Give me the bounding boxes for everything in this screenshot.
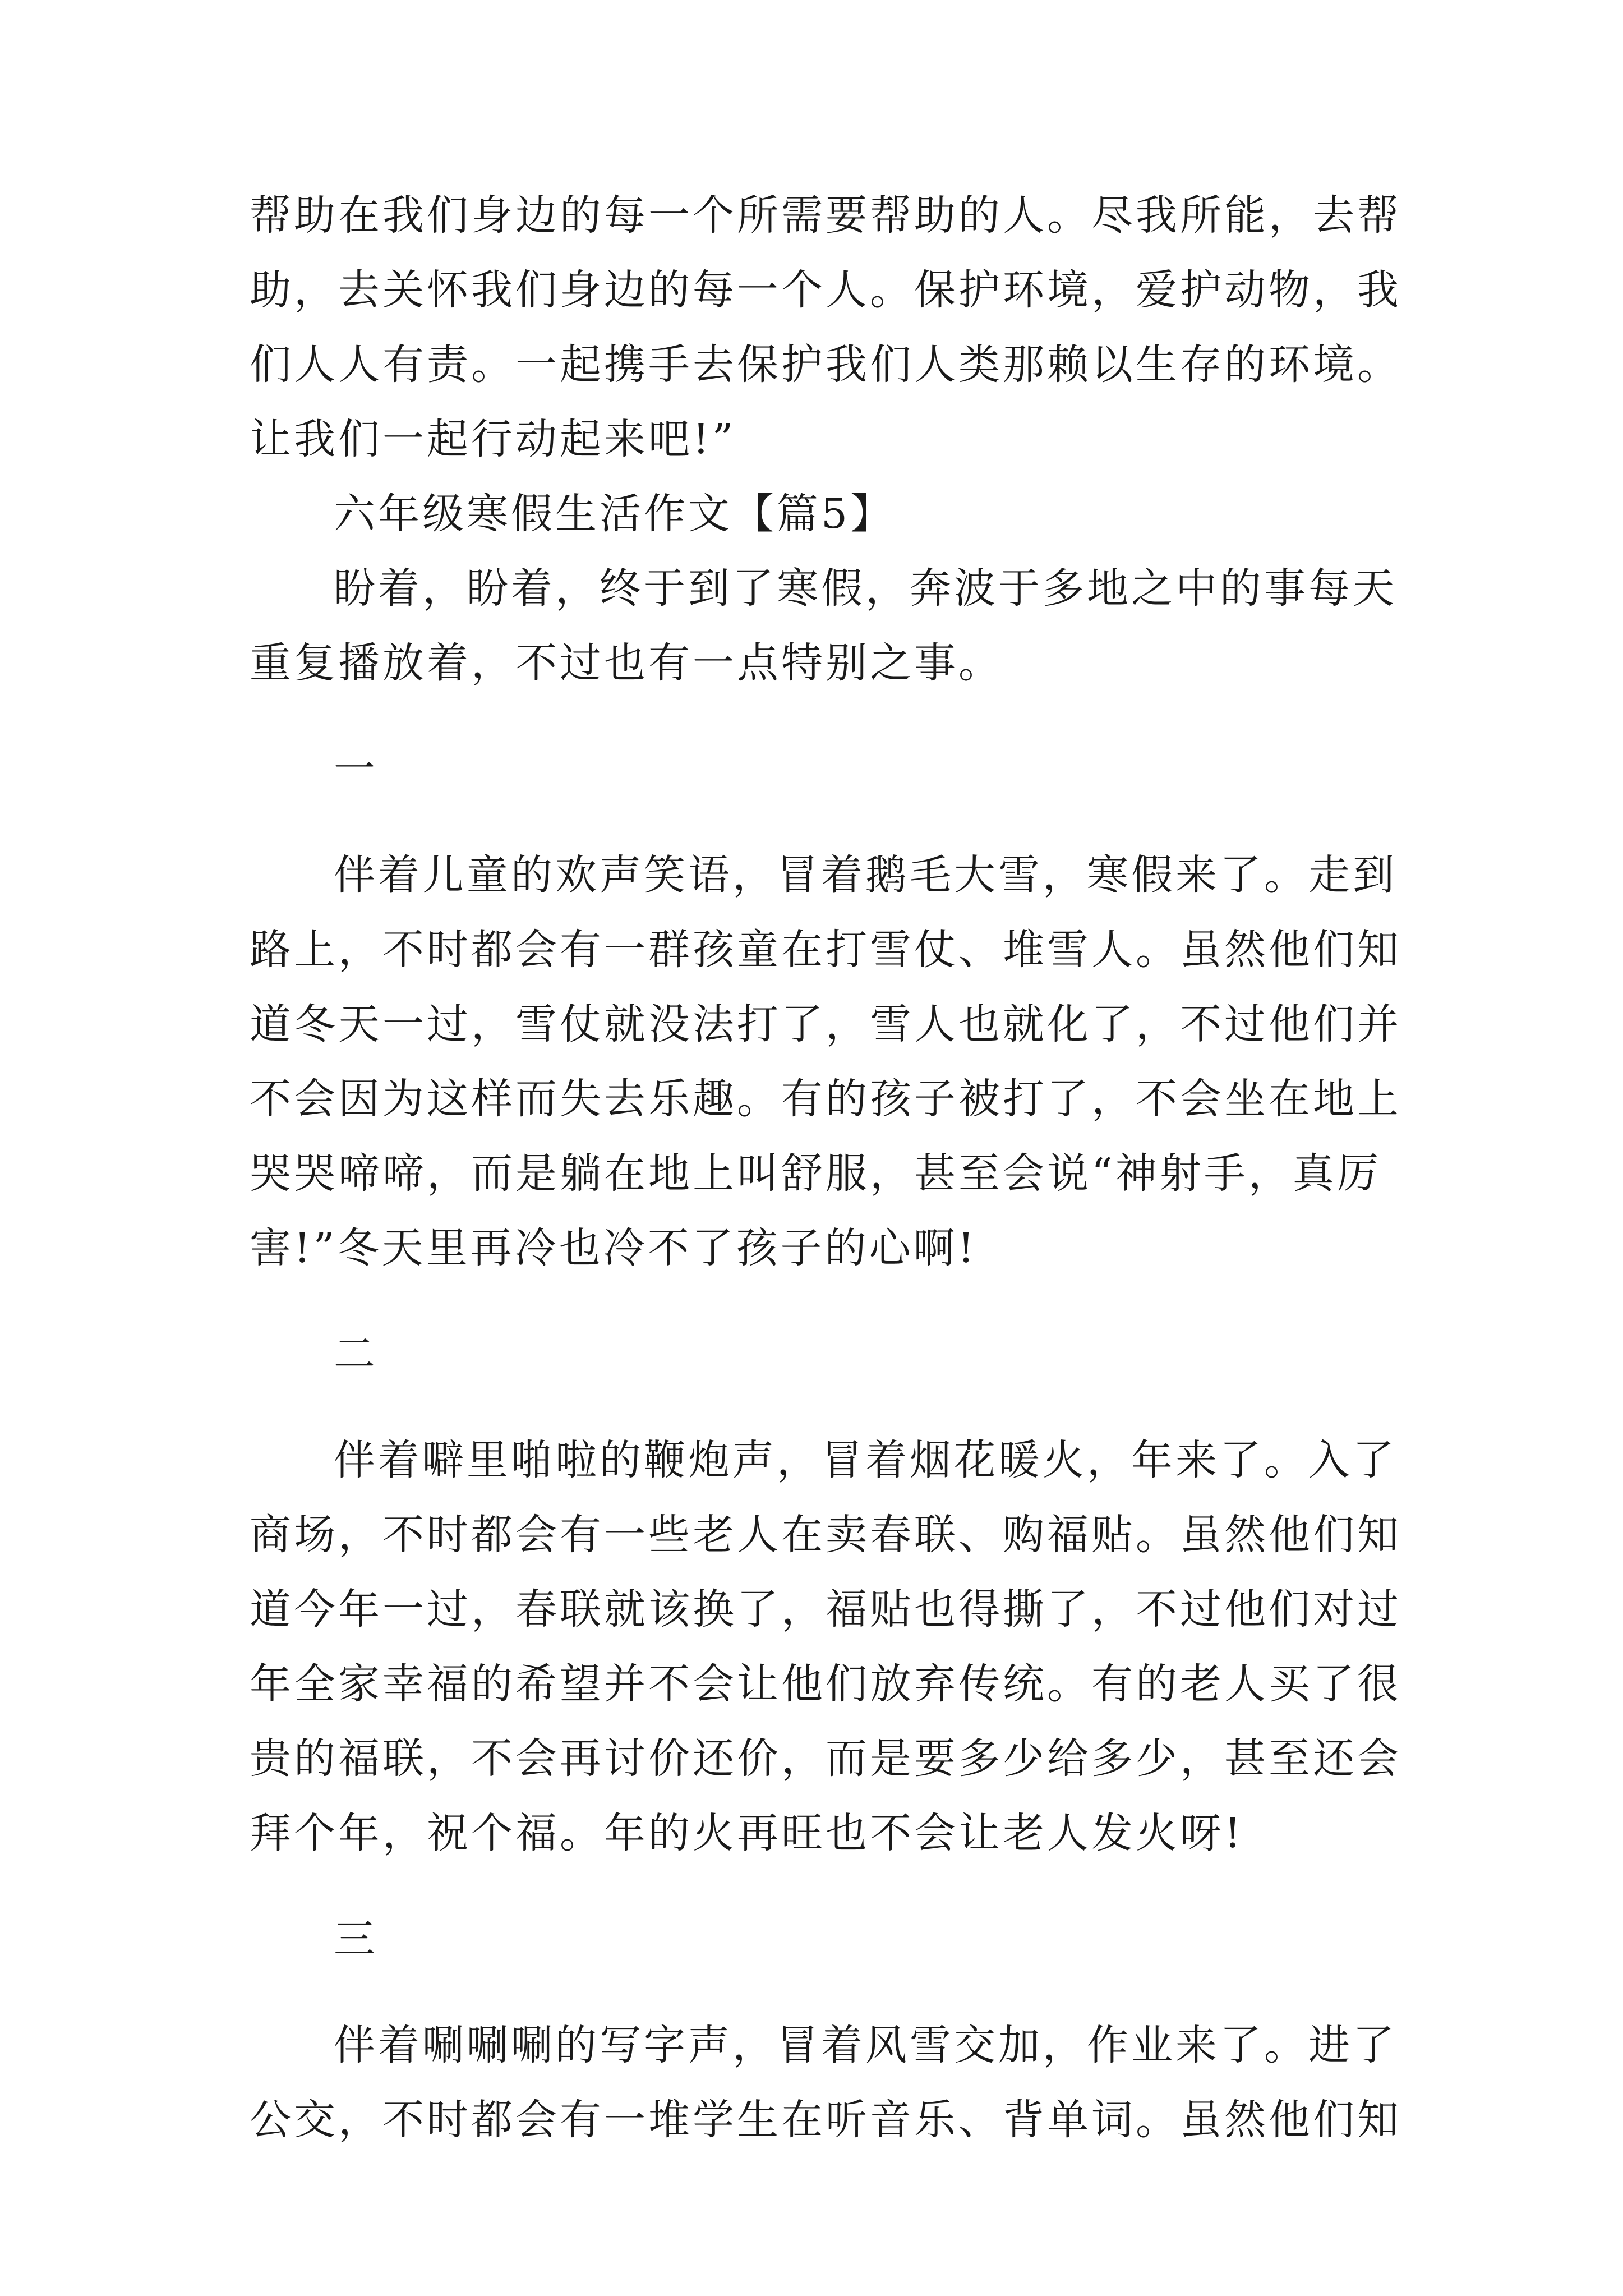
text-line: 拜个年，祝个福。年的火再旺也不会让老人发火呀!: [250, 1809, 1244, 1857]
text-line: 不会因为这样而失去乐趣。有的孩子被打了，不会坐在地上: [250, 1075, 1401, 1123]
text-line: 道今年一过，春联就该换了，福贴也得撕了，不过他们对过: [250, 1585, 1401, 1634]
text-line: 重复播放着，不过也有一点特别之事。: [250, 639, 1003, 687]
text-line: 伴着噼里啪啦的鞭炮声，冒着烟花暖火，年来了。入了: [334, 1436, 1397, 1484]
text-line: 伴着唰唰唰的写字声，冒着风雪交加，作业来了。进了: [334, 2021, 1397, 2069]
text-line: 助，去关怀我们身边的每一个人。保护环境，爱护动物，我: [250, 266, 1401, 314]
text-line: 公交，不时都会有一堆学生在听音乐、背单词。虽然他们知: [250, 2096, 1401, 2144]
text-line: 盼着，盼着，终于到了寒假，奔波于多地之中的事每天: [334, 564, 1397, 613]
paragraph-gap: [250, 1977, 1422, 2008]
paragraph-gap: [250, 1392, 1422, 1423]
text-line: 道冬天一过，雪仗就没法打了，雪人也就化了，不过他们并: [250, 1000, 1401, 1048]
paragraph-gap: [250, 807, 1422, 838]
text-line: 商场，不时都会有一些老人在卖春联、购福贴。虽然他们知: [250, 1511, 1401, 1559]
text-line: 哭哭啼啼，而是躺在地上叫舒服，甚至会说“神射手，真厉: [250, 1149, 1381, 1198]
text-line: 让我们一起行动起来吧!”: [250, 415, 736, 463]
text-line: 路上，不时都会有一群孩童在打雪仗、堆雪人。虽然他们知: [250, 926, 1401, 974]
part-marker: 二: [334, 1330, 378, 1378]
text-line: 害!”冬天里再冷也冷不了孩子的心啊!: [250, 1224, 978, 1272]
part-marker: 三: [334, 1915, 378, 1963]
section-heading: 六年级寒假生活作文【篇5】: [334, 490, 895, 538]
text-line: 贵的福联，不会再讨价还价，而是要多少给多少，甚至还会: [250, 1734, 1401, 1783]
paragraph-gap: [250, 1871, 1422, 1902]
text-line: 伴着儿童的欢声笑语，冒着鹅毛大雪，寒假来了。走到: [334, 851, 1397, 899]
text-line: 帮助在我们身边的每一个所需要帮助的人。尽我所能，去帮: [250, 191, 1401, 240]
text-line: 们人人有责。一起携手去保护我们人类那赖以生存的环境。: [250, 341, 1401, 389]
paragraph-gap: [250, 701, 1422, 732]
text-line: 年全家幸福的希望并不会让他们放弃传统。有的老人买了很: [250, 1660, 1401, 1708]
part-marker: 一: [334, 745, 378, 793]
document-body: [250, 178, 1422, 2157]
paragraph-gap: [250, 1286, 1422, 1317]
